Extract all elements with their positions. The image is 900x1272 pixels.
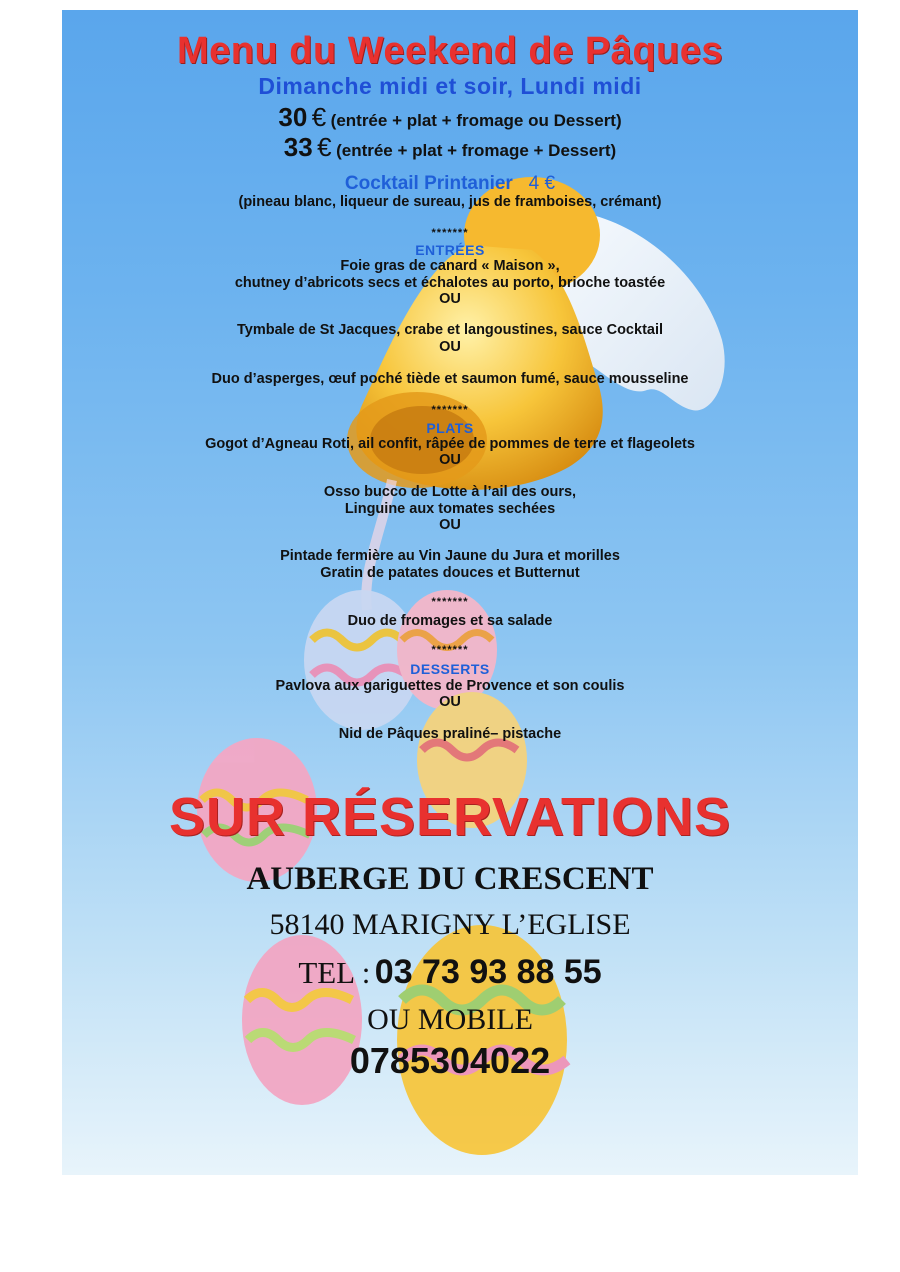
- price-line-30: [0, 104, 900, 130]
- separator: *******: [431, 227, 469, 239]
- section-heading-entrees: ENTRÉES: [415, 242, 485, 258]
- separator: *******: [431, 404, 469, 416]
- section-heading-desserts: DESSERTS: [410, 661, 490, 677]
- restaurant-name: AUBERGE DU CRESCENT: [246, 861, 654, 897]
- restaurant-address: 58140 MARIGNY L’EGLISE: [269, 908, 631, 941]
- or-label: OU: [439, 694, 461, 710]
- plat-item: Pintade fermière au Vin Jaune du Jura et morilles: [280, 548, 620, 564]
- phone-number[interactable]: 03 73 93 88 55: [374, 953, 602, 991]
- price-currency: €: [311, 102, 327, 132]
- entree-item: Duo d’asperges, œuf poché tiède et saumon fumé, sauce mousseline: [211, 371, 689, 387]
- service-days: Dimanche midi et soir, Lundi midi: [258, 73, 642, 99]
- mobile-number[interactable]: 0785304022: [349, 1040, 551, 1081]
- dessert-item: Pavlova aux gariguettes de Provence et son coulis: [275, 678, 625, 694]
- entree-item: Foie gras de canard « Maison »,: [340, 258, 560, 274]
- cocktail-description: (pineau blanc, liqueur de sureau, jus de framboises, crémant): [238, 194, 662, 210]
- dessert-item: Nid de Pâques praliné– pistache: [338, 726, 562, 742]
- price-line-33: [0, 134, 900, 160]
- entree-item: chutney d’abricots secs et échalotes au porto, brioche toastée: [234, 275, 666, 291]
- cocktail-line: [0, 174, 900, 193]
- separator: *******: [431, 596, 469, 608]
- separator: *******: [431, 644, 469, 656]
- or-label: OU: [439, 339, 461, 355]
- phone-line: [0, 955, 900, 989]
- plat-item: Osso bucco de Lotte à l’ail des ours,: [323, 484, 577, 500]
- plat-item: Linguine aux tomates sechées: [344, 501, 556, 517]
- section-heading-plats: PLATS: [426, 420, 474, 436]
- page-title: Menu du Weekend de Pâques: [176, 30, 724, 72]
- price-detail: (entrée + plat + fromage ou Dessert): [330, 111, 622, 130]
- price-currency: €: [317, 132, 332, 162]
- or-label: OU: [439, 291, 461, 307]
- plat-item: Gogot d’Agneau Roti, ail confit, râpée de pommes de terre et flageolets: [205, 436, 695, 452]
- or-label: OU: [439, 517, 461, 533]
- price-amount: 30: [278, 102, 308, 132]
- reservation-notice: SUR RÉSERVATIONS: [168, 787, 732, 847]
- or-label: OU: [439, 452, 461, 468]
- entree-item: Tymbale de St Jacques, crabe et langoustines, sauce Cocktail: [236, 322, 664, 338]
- plat-item: Gratin de patates douces et Butternut: [320, 565, 580, 581]
- phone-label: TEL :: [298, 955, 371, 990]
- cheese-item: Duo de fromages et sa salade: [347, 613, 553, 629]
- price-detail: (entrée + plat + fromage + Dessert): [336, 141, 617, 160]
- mobile-label: OU MOBILE: [367, 1003, 533, 1036]
- cocktail-name: Cocktail Printanier: [344, 173, 513, 194]
- cocktail-price: 4 €: [528, 173, 556, 194]
- price-amount: 33: [283, 132, 313, 162]
